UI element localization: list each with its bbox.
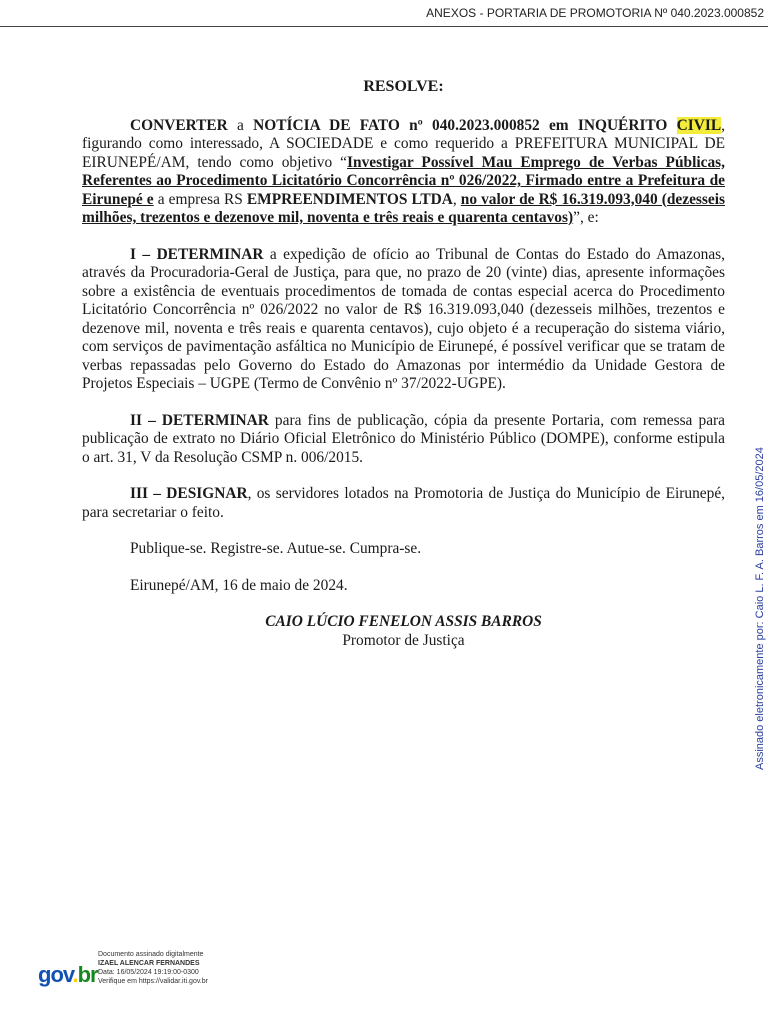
govbr-date: Data: 16/05/2024 19:19:00-0300 xyxy=(98,969,199,976)
govbr-logo-part-2: . xyxy=(72,962,78,987)
intro-paragraph xyxy=(82,117,725,228)
govbr-signature-info xyxy=(98,950,208,986)
govbr-logo xyxy=(38,962,98,988)
govbr-signer-name: IZAEL ALENCAR FERNANDES xyxy=(98,960,200,967)
govbr-logo-part-3: br xyxy=(77,962,98,987)
item-1-text: a expedição de ofício ao Tribunal de Contas do Estado do Amazonas, através da Procuradoria-Geral de Justiça, para que, no prazo de 20 (vinte) dias, apresente informações sobre a existência de eventuais procedimentos de tomada de contas especial acerca do Procedimento Licitatório Concorrência nº 026/2022 no valor de R$ 16.319.093,040 (dezesseis milhões, trezentos e dezenove mil, noventa e três reais e quarenta centavos), cujo objeto é a recuperação do sistema viário, com serviços de pavimentação asfáltica no Município de Eirunepé, é possível verificar que se tratam de verbas repassadas pelo Governo do Estado do Amazonas por intermédio da Unidade Gestora de Projetos Especiais – UGPE (Termo de Convênio nº 37/2022-UGPE). xyxy=(82,245,725,392)
intro-text-2 xyxy=(667,117,676,134)
stamp-text: Assinado eletronicamente por: Caio L. F. A. Barros em 16/05/2024 xyxy=(754,447,766,770)
signer-name: CAIO LÚCIO FENELON ASSIS BARROS xyxy=(265,613,542,630)
intro-highlight: CIVIL xyxy=(676,116,722,134)
item-1-lead: I – DETERMINAR xyxy=(130,245,264,263)
publish-line: Publique-se. Registre-se. Autue-se. Cumpra-se. xyxy=(130,540,422,557)
intro-verb: CONVERTER xyxy=(130,116,228,134)
intro-objective: Investigar Possível Mau Emprego de Verbas Públicas, Referentes ao Procedimento Licitatório Concorrência nº 026/2022, Firmado entre a Prefeitura de Eirunepé e xyxy=(82,153,725,208)
place-date: Eirunepé/AM, 16 de maio de 2024. xyxy=(130,576,348,594)
govbr-logo-part-1: gov xyxy=(38,962,73,987)
intro-text-1: a xyxy=(227,116,254,134)
item-2-paragraph xyxy=(82,412,725,468)
intro-company: EMPREENDIMENTOS LTDA xyxy=(246,190,453,208)
item-3-paragraph xyxy=(82,485,725,522)
item-1-paragraph xyxy=(82,246,725,394)
item-3-text: , os servidores lotados na Promotoria de Justiça do Município de Eirunepé, para secretariar o feito. xyxy=(82,485,725,521)
item-3-lead: III – DESIGNAR xyxy=(130,485,248,502)
signer-role: Promotor de Justiça xyxy=(342,631,465,649)
header-title: ANEXOS - PORTARIA DE PROMOTORIA Nº 040.2023.000852 xyxy=(426,6,764,20)
electronic-signature-stamp xyxy=(754,410,772,770)
govbr-verify-link[interactable]: Verifique em https://validar.iti.gov.br xyxy=(98,978,208,985)
document-body xyxy=(82,78,725,650)
intro-text-5: , xyxy=(452,190,461,208)
intro-text-4: a empresa RS xyxy=(153,190,247,208)
govbr-label: Documento assinado digitalmente xyxy=(98,951,204,958)
resolve-heading: RESOLVE: xyxy=(363,78,444,95)
intro-text-3: , figurando como interessado, A SOCIEDADE e como requerido a PREFEITURA MUNICIPAL DE EIRUNEPÉ/AM, tendo como objetivo “ xyxy=(82,116,725,171)
item-2-text: para fins de publicação, cópia da presente Portaria, com remessa para publicação de extrato no Diário Oficial Eletrônico do Ministério Público (DOMPE), conforme estipula o art. 31, V da Resolução CSMP n. 006/2015. xyxy=(82,411,725,466)
intro-bold-1: NOTÍCIA DE FATO nº 040.2023.000852 em INQUÉRITO xyxy=(253,116,668,134)
intro-closing: ”, e: xyxy=(573,209,599,226)
intro-value: no valor de R$ 16.319.093,040 (dezesseis milhões, trezentos e dezenove mil, noventa e três reais e quarenta centavos) xyxy=(82,190,725,226)
item-2-lead: II – DETERMINAR xyxy=(130,411,269,429)
govbr-signature-block xyxy=(38,951,208,988)
